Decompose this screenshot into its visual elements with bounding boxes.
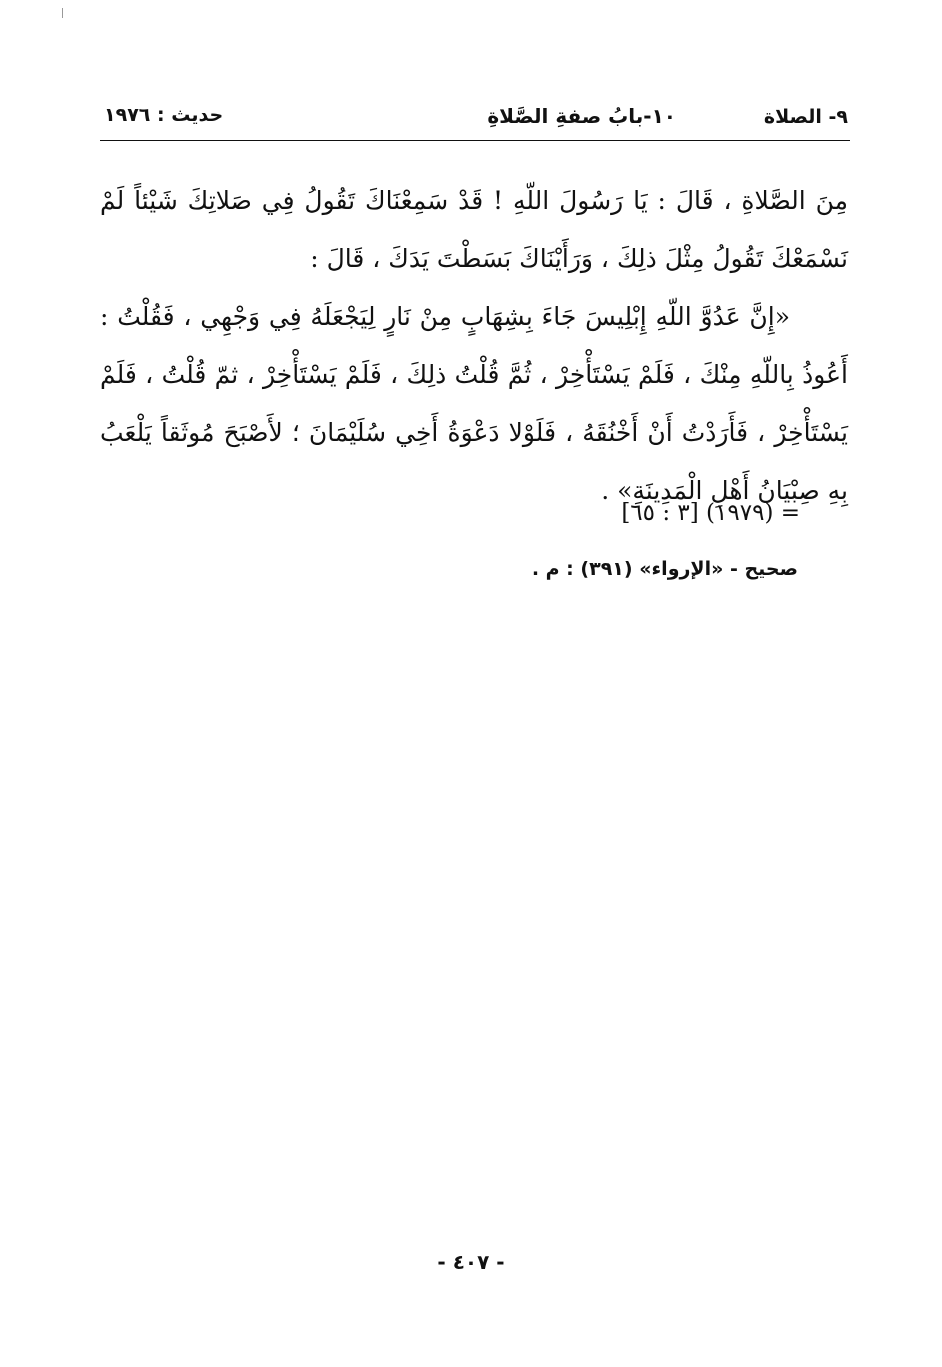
running-header <box>100 98 848 138</box>
authenticity-grade: صحيح - «الإرواء» (٣٩١) : م . <box>531 558 798 580</box>
paragraph-quote: «إِنَّ عَدُوَّ اللّهِ إِبْلِيسَ جَاءَ بِشِهَابٍ مِنْ نَارٍ لِيَجْعَلَهُ فِي وَجْهِي ، فَقُلْتُ : أَعُوذُ بِاللّهِ مِنْكَ ، فَلَمْ يَسْتَأْخِرْ ، ثُمَّ قُلْتُ ذلِكَ ، فَلَمْ يَسْتَأْخِرْ ، ثمّ قُلْتُ ، فَلَمْ يَسْتَأْخِرْ ، فَأَرَدْتُ أَنْ أَخْنُقَهُ ، فَلَوْلا دَعْوَةُ أَخِي سُلَيْمَانَ ؛ لأَصْبَحَ مُوثَقاً يَلْعَبُ بِهِ صِبْيَانُ أَهْلِ الْمَدِينَةِ» . <box>100 302 848 505</box>
hadith-reference: حديث : ١٩٧٦ <box>104 104 224 126</box>
hadith-text <box>100 172 848 520</box>
scan-mark <box>62 8 63 18</box>
cross-reference: = (١٩٧٩) [٣ : ٦٥] <box>621 500 800 526</box>
paragraph-continuation: مِنَ الصَّلاةِ ، قَالَ : يَا رَسُولَ اللّهِ ! قَدْ سَمِعْنَاكَ تَقُولُ فِي صَلاتِكَ شَيْئاً لَمْ نَسْمَعْكَ تَقُولُ مِثْلَ ذلِكَ ، وَرَأَيْنَاكَ بَسَطْتَ يَدَكَ ، قَالَ : <box>100 186 848 273</box>
header-divider <box>100 140 850 141</box>
section-title: ١٠-بابُ صفةِ الصَّلاةِ <box>487 104 676 128</box>
chapter-title: ٩- الصلاة <box>763 106 848 128</box>
page-number: - ٤٠٧ - <box>437 1250 505 1274</box>
